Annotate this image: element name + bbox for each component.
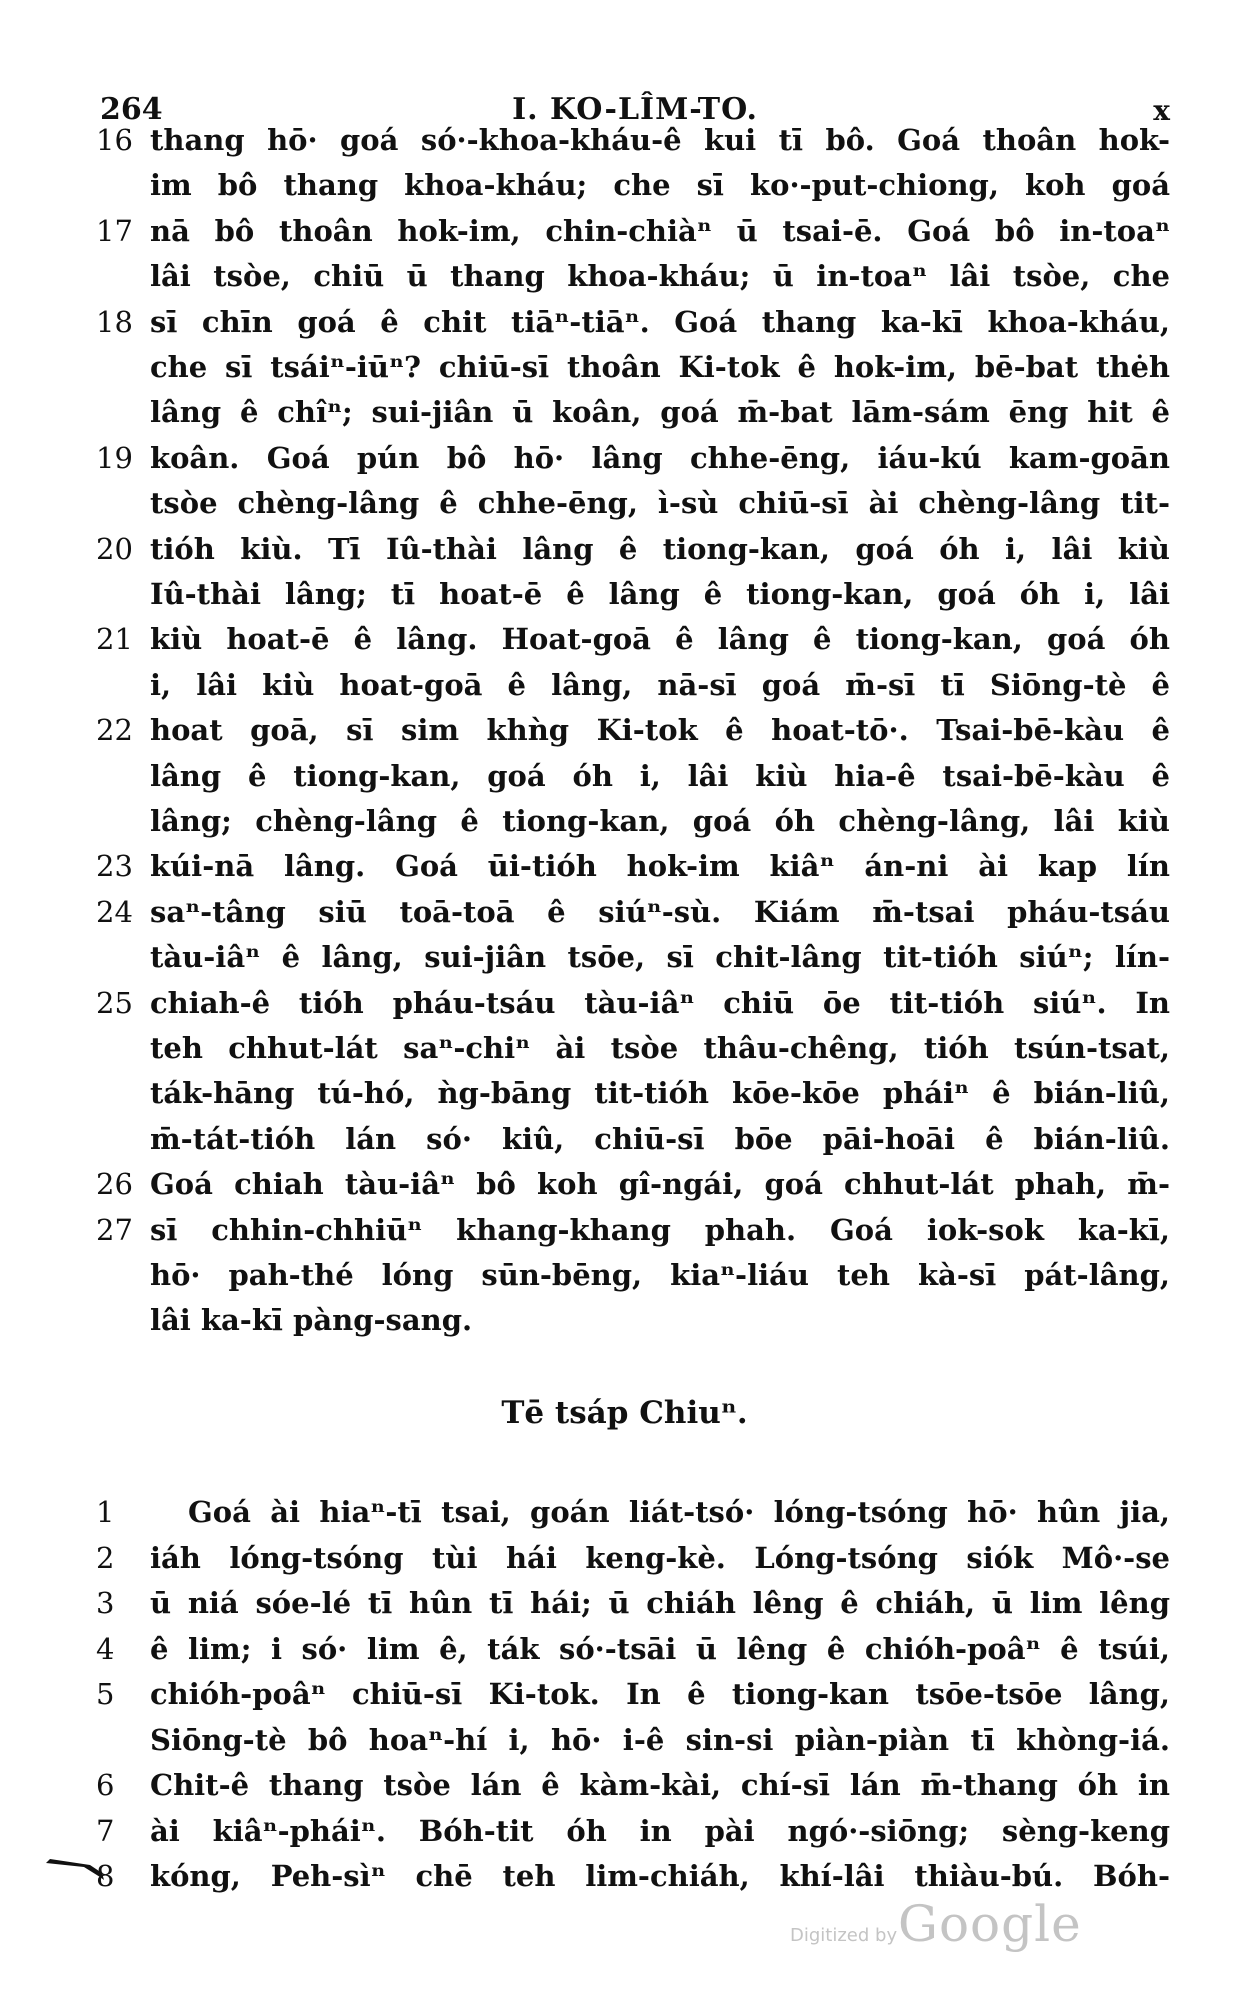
text-line	[0, 981, 1249, 1025]
text-line	[0, 1854, 1249, 1898]
line-text: lâng; chèng-lâng ê tiong-kan, goá óh chèng-lâng, lâi kiù	[150, 804, 1170, 838]
text-line	[0, 1253, 1249, 1297]
text-line	[0, 1298, 1249, 1342]
text-line	[0, 799, 1249, 843]
line-text: iáh lóng-tsóng tùi hái keng-kè. Lóng-tsóng siók Mô·-se	[150, 1540, 1170, 1575]
line-text: kiù hoat-ē ê lâng. Hoat-goā ê lâng ê tiong-kan, goá óh	[150, 622, 1170, 657]
line-text: sī chīn goá ê chit tiāⁿ-tiāⁿ. Goá thang ka-kī khoa-kháu,	[150, 304, 1170, 339]
line-text: che sī tsáiⁿ-iūⁿ? chiū-sī thoân Ki-tok ê hok-im, bē-bat thėh	[150, 350, 1170, 384]
text-line	[0, 617, 1249, 661]
verse-number: 19	[96, 440, 133, 475]
line-text: ták-hāng tú-hó, ǹg-bāng tit-tióh kōe-kōe pháiⁿ ê bián-liû,	[150, 1076, 1170, 1111]
line-text: koân. Goá pún bô hō· lâng chhe-ēng, iáu-kú kam-goān	[150, 440, 1170, 475]
text-line	[0, 1581, 1249, 1625]
text-line	[0, 1763, 1249, 1807]
line-text: ū niá sóe-lé tī hûn tī hái; ū chiáh lêng ê chiáh, ū lim lêng	[150, 1586, 1170, 1620]
text-line	[0, 118, 1249, 162]
line-text: lâng ê tiong-kan, goá óh i, lâi kiù hia-ê tsai-bē-kàu ê	[150, 758, 1170, 793]
line-text: tióh kiù. Tī Iû-thài lâng ê tiong-kan, goá óh i, lâi kiù	[150, 531, 1170, 566]
text-line	[0, 1071, 1249, 1115]
line-text: lâng ê chîⁿ; sui-jiân ū koân, goá m̄-bat lām-sám ēng hit ê	[150, 395, 1170, 430]
pointing-hand-mark	[44, 1855, 114, 1881]
line-text: ài kiâⁿ-pháiⁿ. Bóh-tit óh in pài ngó·-siōng; sèng-keng	[150, 1813, 1170, 1848]
text-line	[0, 935, 1249, 979]
line-text: nā bô thoân hok-im, chin-chiàⁿ ū tsai-ē. Goá bô in-toaⁿ	[150, 213, 1170, 248]
text-line	[0, 1627, 1249, 1671]
text-line	[0, 527, 1249, 571]
text-line	[0, 890, 1249, 934]
verse-number: 20	[96, 531, 133, 566]
verse-number: 4	[96, 1631, 115, 1666]
text-line	[0, 1208, 1249, 1252]
text-line	[0, 844, 1249, 888]
line-text: chiah-ê tióh pháu-tsáu tàu-iâⁿ chiū ōe tit-tióh siúⁿ. In	[150, 985, 1170, 1020]
text-line	[0, 1809, 1249, 1853]
text-line	[0, 754, 1249, 798]
text-line	[0, 436, 1249, 480]
running-title: I. KO-LÎM-TO.	[512, 92, 758, 127]
chapter-heading: Tē tsáp Chiuⁿ.	[501, 1395, 748, 1431]
text-line	[0, 1162, 1249, 1206]
verse-number: 26	[96, 1167, 133, 1202]
verse-number: 7	[96, 1813, 115, 1848]
text-line	[0, 1672, 1249, 1716]
line-text: i, lâi kiù hoat-goā ê lâng, nā-sī goá m̄-sī tī Siōng-tè ê	[150, 667, 1170, 702]
line-text: lâi tsòe, chiū ū thang khoa-kháu; ū in-toaⁿ lâi tsòe, che	[150, 259, 1170, 294]
verse-number: 3	[96, 1586, 115, 1620]
verse-number: 21	[96, 622, 133, 657]
text-line	[0, 300, 1249, 344]
text-line	[0, 1490, 1249, 1534]
line-text: kúi-nā lâng. Goá ūi-tióh hok-im kiâⁿ án-ni ài kap lín	[150, 849, 1170, 884]
line-text: Siōng-tè bô hoaⁿ-hí i, hō· i-ê sin-si piàn-piàn tī khòng-iá.	[150, 1722, 1170, 1757]
text-line	[0, 209, 1249, 253]
text-line	[0, 345, 1249, 389]
verse-number: 18	[96, 304, 133, 339]
text-line	[0, 1718, 1249, 1762]
line-text: Goá ài hiaⁿ-tī tsai, goán liát-tsó· lóng-tsóng hō· hûn jia,	[188, 1495, 1170, 1529]
line-text: Goá chiah tàu-iâⁿ bô koh gî-ngái, goá chhut-lát phah, m̄-	[150, 1167, 1170, 1202]
verse-number: 17	[96, 213, 133, 248]
google-logo: Google	[898, 1895, 1082, 1953]
verse-number: 22	[96, 713, 133, 748]
line-text: im bô thang khoa-kháu; che sī ko·-put-chiong, koh goá	[150, 168, 1170, 203]
line-text: tsòe chèng-lâng ê chhe-ēng, ì-sù chiū-sī ài chèng-lâng tit-	[150, 486, 1170, 521]
verse-number: 24	[96, 894, 133, 929]
line-text: saⁿ-tâng siū toā-toā ê siúⁿ-sù. Kiám m̄-tsai pháu-tsáu	[150, 894, 1170, 929]
verse-number: 23	[96, 849, 133, 884]
text-line	[0, 1117, 1249, 1161]
verse-number: 8	[96, 1859, 115, 1893]
text-line	[0, 572, 1249, 616]
verse-number: 1	[96, 1495, 115, 1529]
line-text: lâi ka-kī pàng-sang.	[150, 1303, 473, 1338]
line-text: Chit-ê thang tsòe lán ê kàm-kài, chí-sī lán m̄-thang óh in	[150, 1768, 1170, 1802]
verse-number: 6	[96, 1768, 115, 1802]
line-text: chióh-poâⁿ chiū-sī Ki-tok. In ê tiong-kan tsōe-tsōe lâng,	[150, 1677, 1170, 1711]
text-line	[0, 663, 1249, 707]
line-text: hō· pah-thé lóng sūn-bēng, kiaⁿ-liáu teh kà-sī pát-lâng,	[150, 1258, 1170, 1292]
verse-number: 5	[96, 1677, 115, 1711]
text-line	[0, 254, 1249, 298]
text-line	[0, 390, 1249, 434]
line-text: thang hō· goá só·-khoa-kháu-ê kui tī bô. Goá thoân hok-	[150, 123, 1170, 157]
line-text: kóng, Peh-sìⁿ chē teh lim-chiáh, khí-lâi thiàu-bú. Bóh-	[150, 1859, 1170, 1893]
line-text: ê lim; i só· lim ê, ták só·-tsāi ū lêng ê chióh-poâⁿ ê tsúi,	[150, 1631, 1170, 1666]
line-text: hoat goā, sī sim khǹg Ki-tok ê hoat-tō·. Tsai-bē-kàu ê	[150, 713, 1170, 748]
line-text: teh chhut-lát saⁿ-chiⁿ ài tsòe thâu-chêng, tióh tsún-tsat,	[150, 1031, 1170, 1065]
line-text: sī chhin-chhiūⁿ khang-khang phah. Goá iok-sok ka-kī,	[150, 1212, 1170, 1247]
digitization-watermark	[790, 1895, 1082, 1955]
watermark-prefix: Digitized by	[790, 1925, 898, 1946]
verse-number: 25	[96, 985, 133, 1020]
text-line	[0, 163, 1249, 207]
text-line	[0, 481, 1249, 525]
line-text: Iû-thài lâng; tī hoat-ē ê lâng ê tiong-kan, goá óh i, lâi	[150, 577, 1170, 611]
chapter-mark: x	[1153, 94, 1170, 127]
verse-number: 16	[96, 123, 133, 157]
verse-number: 27	[96, 1212, 133, 1247]
text-line	[0, 1536, 1249, 1580]
page-number: 264	[100, 92, 163, 127]
line-text: m̄-tát-tióh lán só· kiû, chiū-sī bōe pāi-hoāi ê bián-liû.	[150, 1121, 1170, 1156]
verse-number: 2	[96, 1540, 115, 1575]
text-line	[0, 1026, 1249, 1070]
line-text: tàu-iâⁿ ê lâng, sui-jiân tsōe, sī chit-lâng tit-tióh siúⁿ; lín-	[150, 940, 1170, 975]
text-line	[0, 708, 1249, 752]
